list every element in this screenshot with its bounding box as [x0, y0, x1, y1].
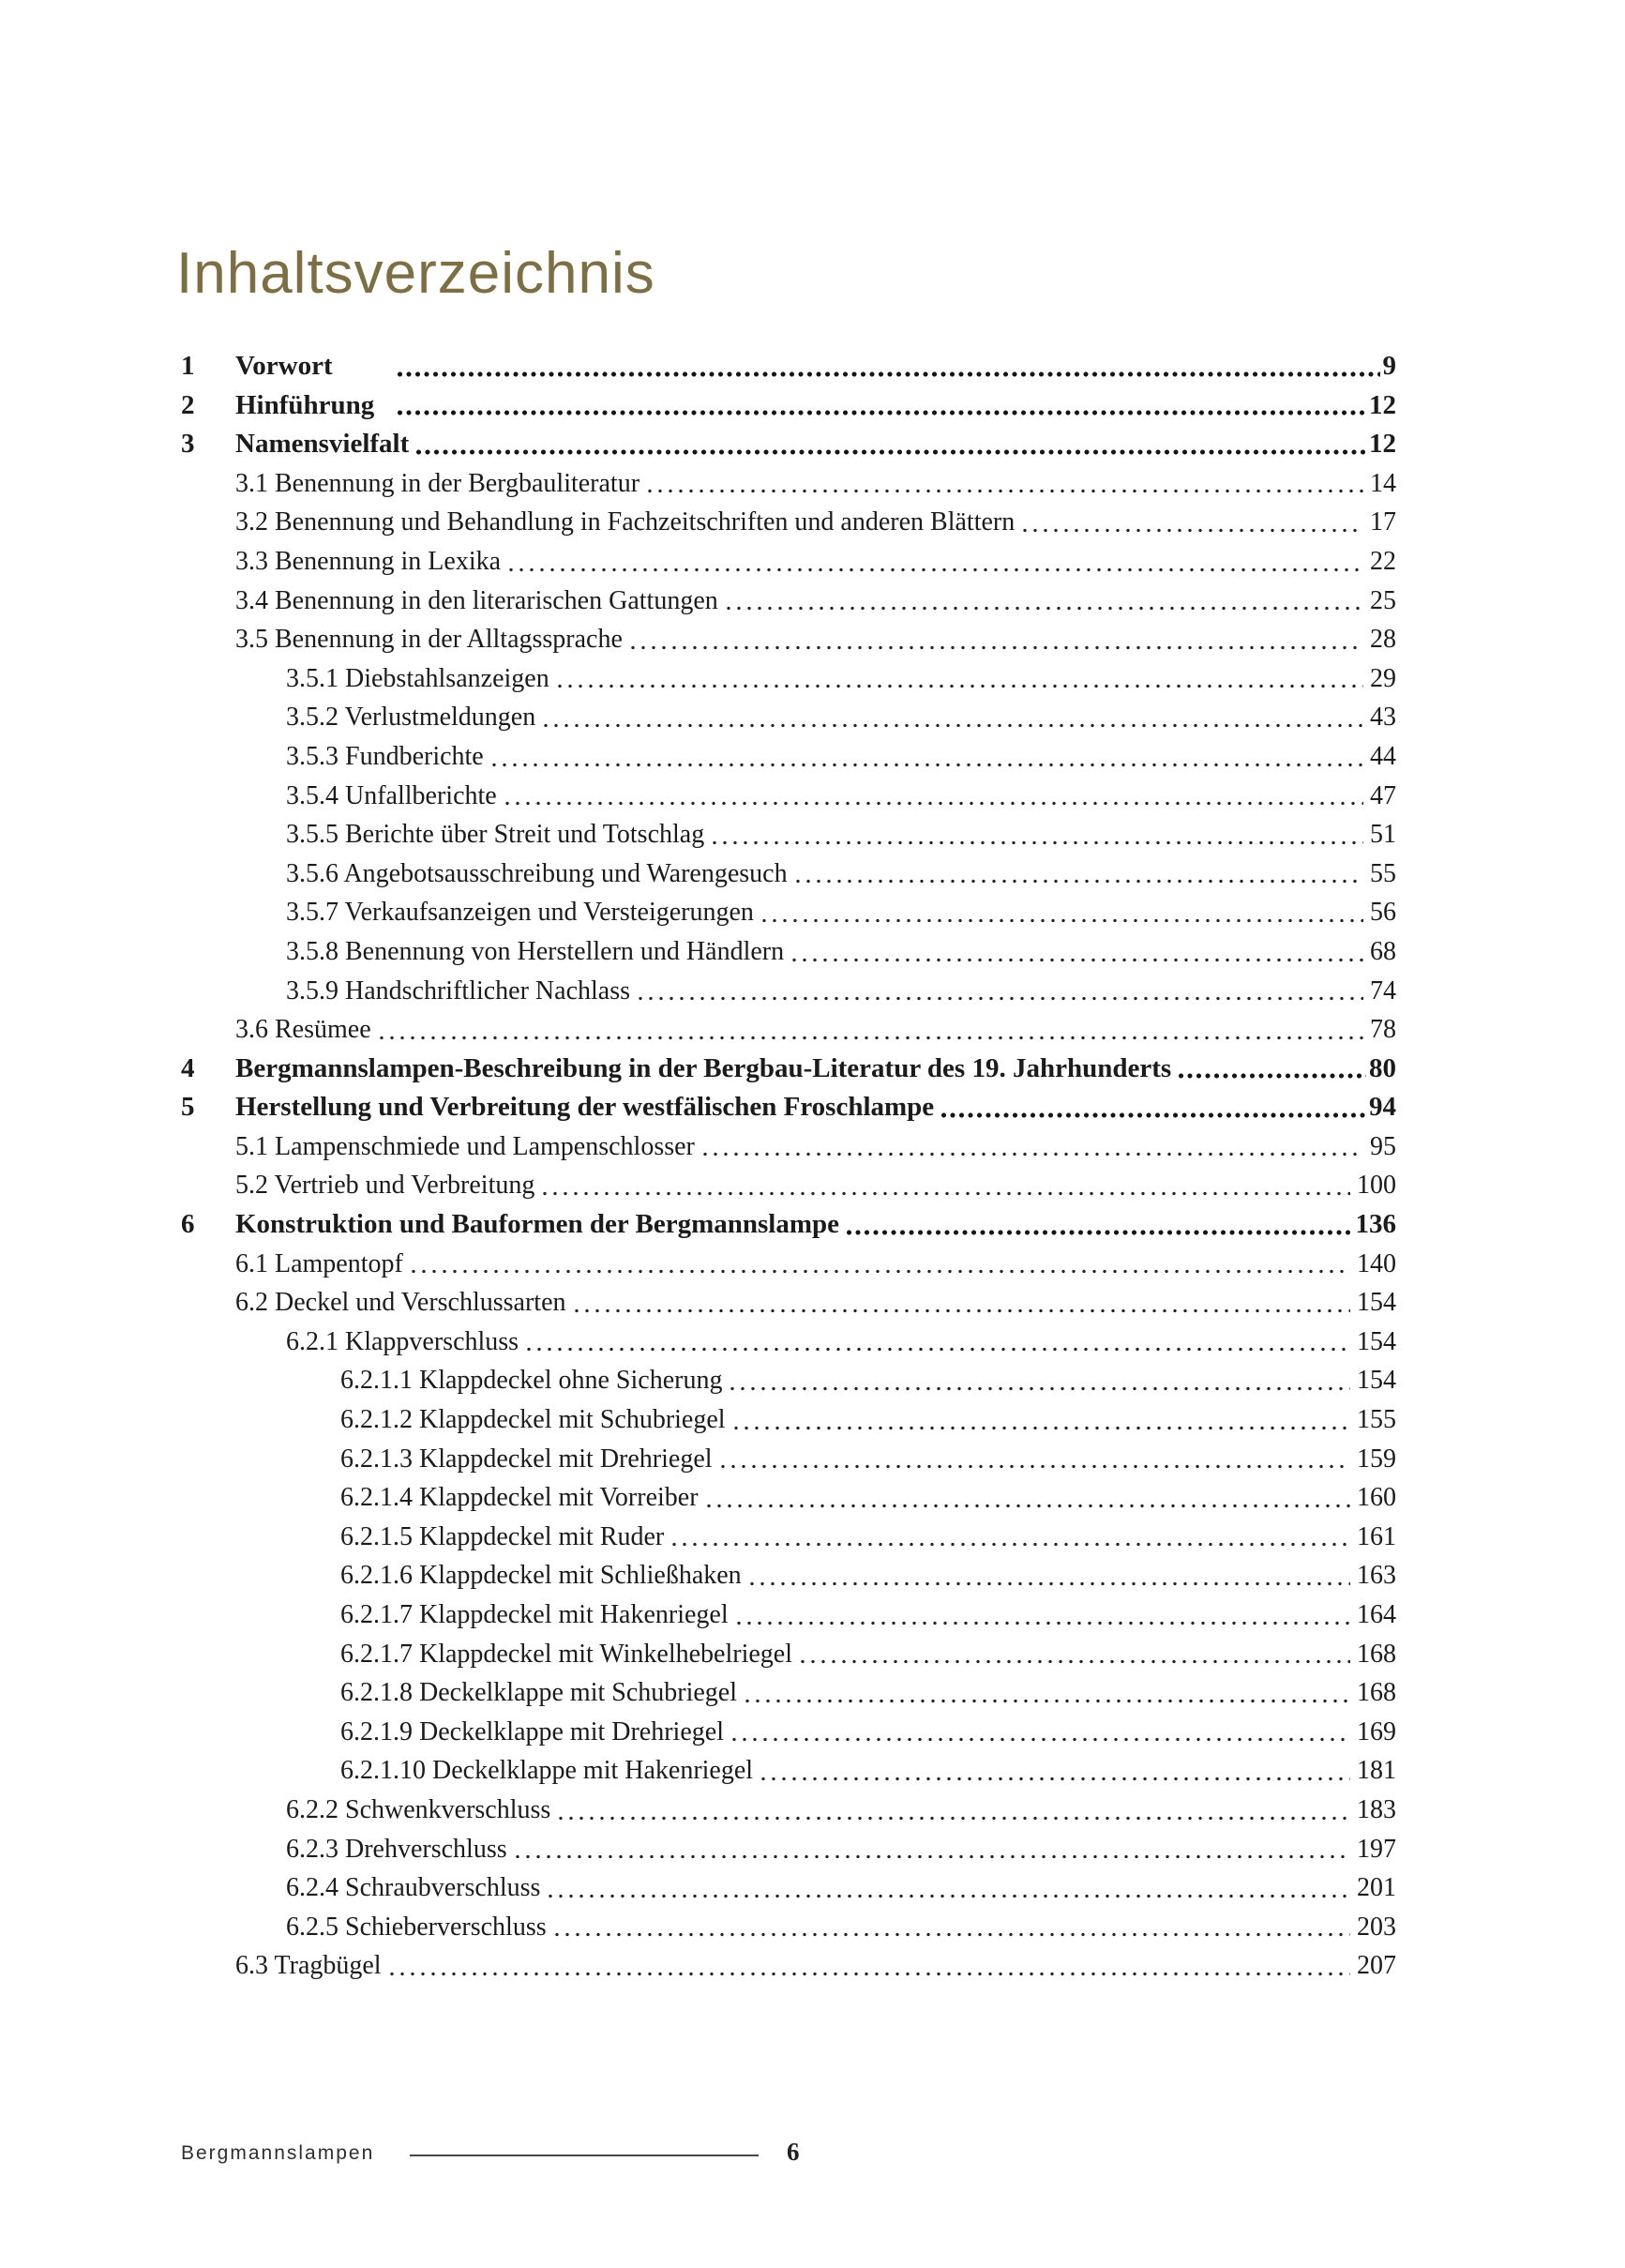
- toc-entry-title: 6.2.1.8 Deckelklappe mit Schubriegel: [340, 1678, 737, 1708]
- toc-entry-page: 169: [1357, 1716, 1396, 1746]
- toc-leader-dots: [382, 1946, 1357, 1986]
- toc-entry-title: 3.5.3 Fundberichte: [286, 741, 484, 771]
- toc-leader-dots: [547, 1908, 1357, 1947]
- footer-rule: [410, 2155, 759, 2156]
- toc-leader-dots: [664, 1518, 1357, 1557]
- toc-entry-title: 6.2.4 Schraubverschluss: [286, 1873, 541, 1903]
- toc-entry-title: 6.2.3 Drehverschluss: [286, 1834, 507, 1864]
- toc-leader-dots: [390, 347, 1383, 386]
- toc-entry-title: 3.5.9 Handschriftlicher Nachlass: [286, 975, 630, 1005]
- toc-entry-page: 17: [1370, 507, 1396, 537]
- toc-entry-title: 3.5.1 Diebstahlsanzeigen: [286, 663, 549, 693]
- toc-row: [181, 582, 1396, 621]
- toc-entry-title: 6.2.5 Schieberverschluss: [286, 1912, 547, 1942]
- toc-row: [181, 659, 1396, 699]
- toc-entry-page: 155: [1357, 1405, 1396, 1435]
- toc-entry-page: 47: [1370, 780, 1396, 810]
- toc-entry-page: 95: [1370, 1131, 1396, 1161]
- footer-page-number: 6: [787, 2138, 800, 2166]
- page-title: Inhaltsverzeichnis: [176, 241, 655, 306]
- toc-entry-page: 100: [1357, 1171, 1396, 1201]
- toc-entry-page: 56: [1370, 898, 1396, 928]
- toc-entry-title: Bergmannslampen-Beschreibung in der Bergbau-Literatur des 19. Jahrhunderts: [235, 1052, 1172, 1083]
- toc-entry-page: 94: [1369, 1092, 1396, 1123]
- toc-row: [181, 737, 1396, 777]
- toc-entry-page: 168: [1357, 1678, 1396, 1708]
- toc-entry-title: 6.2.1.6 Klappdeckel mit Schließhaken: [340, 1561, 742, 1591]
- toc-entry-page: 164: [1357, 1600, 1396, 1629]
- toc-row: [181, 1088, 1396, 1127]
- toc-leader-dots: [630, 972, 1370, 1011]
- toc-entry-title: 5.2 Vertrieb und Verbreitung: [235, 1171, 535, 1201]
- toc-row: [181, 503, 1396, 542]
- toc-leader-dots: [722, 1361, 1357, 1400]
- toc-leader-dots: [699, 1478, 1357, 1518]
- toc-entry-page: 78: [1370, 1015, 1396, 1045]
- toc-entry-page: 197: [1357, 1834, 1396, 1864]
- toc-row: [181, 932, 1396, 972]
- toc-row: [181, 1791, 1396, 1830]
- toc-leader-dots: [839, 1205, 1356, 1245]
- toc-entry-page: 28: [1370, 625, 1396, 655]
- toc-entry-title: 3.5.6 Angebotsausschreibung und Warengesuch: [286, 858, 788, 888]
- toc-entry-page: 183: [1357, 1794, 1396, 1824]
- toc-row: [181, 1205, 1396, 1245]
- toc-entry-page: 154: [1357, 1326, 1396, 1356]
- toc-row: [181, 425, 1396, 464]
- toc-leader-dots: [484, 737, 1370, 777]
- toc-entry-title: 3.5.4 Unfallberichte: [286, 780, 497, 810]
- toc-row: [181, 1908, 1396, 1947]
- toc-entry-page: 207: [1357, 1951, 1396, 1981]
- toc-row: [181, 1946, 1396, 1986]
- toc-row: [181, 1400, 1396, 1440]
- toc-entry-page: 203: [1357, 1912, 1396, 1942]
- toc-entry-title: 3.2 Benennung und Behandlung in Fachzeitschriften und anderen Blättern: [235, 507, 1016, 537]
- toc-entry-title: Vorwort: [235, 351, 333, 381]
- toc-entry-page: 29: [1370, 663, 1396, 693]
- toc-row: [181, 464, 1396, 504]
- toc-entry-page: 44: [1370, 741, 1396, 771]
- toc-entry-title: 6.2.1.10 Deckelklappe mit Hakenriegel: [340, 1756, 754, 1786]
- toc-entry-title: 3.5.7 Verkaufsanzeigen und Versteigerungen: [286, 898, 754, 928]
- toc-row: [181, 1440, 1396, 1479]
- toc-leader-dots: [695, 1127, 1370, 1167]
- toc-entry-title: 6.3 Tragbügel: [235, 1951, 382, 1981]
- toc-entry-page: 22: [1370, 546, 1396, 576]
- toc-entry-title: 6.2.1.3 Klappdeckel mit Drehriegel: [340, 1444, 713, 1474]
- toc-leader-dots: [934, 1088, 1369, 1127]
- toc-entry-page: 163: [1357, 1561, 1396, 1591]
- toc-leader-dots: [788, 854, 1370, 894]
- toc-row: [181, 1127, 1396, 1167]
- toc-entry-page: 12: [1369, 389, 1396, 420]
- toc-row: [181, 1245, 1396, 1284]
- toc-leader-dots: [390, 386, 1369, 426]
- toc-row: [181, 1868, 1396, 1908]
- toc-entry-title: 3.3 Benennung in Lexika: [235, 546, 502, 576]
- toc-leader-dots: [718, 582, 1370, 621]
- toc-row: [181, 1595, 1396, 1635]
- toc-entry-title: 3.5.2 Verlustmeldungen: [286, 703, 536, 733]
- toc-leader-dots: [549, 659, 1370, 699]
- toc-row: [181, 893, 1396, 932]
- toc-leader-dots: [519, 1323, 1357, 1362]
- toc-leader-dots: [497, 777, 1370, 816]
- toc-leader-dots: [1015, 503, 1370, 542]
- toc-row: [181, 347, 1396, 386]
- toc-entry-title: Herstellung und Verbreitung der westfälischen Froschlampe: [235, 1092, 935, 1123]
- toc-entry-title: 6.2.1.7 Klappdeckel mit Hakenriegel: [340, 1600, 729, 1629]
- toc-entry-title: 3.6 Resümee: [235, 1015, 371, 1045]
- toc-row: [181, 620, 1396, 659]
- toc-entry-number: 1: [181, 351, 195, 381]
- page-footer: [181, 2139, 1396, 2181]
- toc-leader-dots: [566, 1283, 1357, 1323]
- toc-leader-dots: [623, 620, 1370, 659]
- toc-row: [181, 1283, 1396, 1323]
- footer-book-title: Bergmannslampen: [181, 2142, 375, 2164]
- toc-entry-title: 3.5 Benennung in der Alltagssprache: [235, 625, 623, 655]
- toc-leader-dots: [371, 1010, 1370, 1050]
- toc-leader-dots: [784, 932, 1370, 972]
- toc-entry-page: 201: [1357, 1873, 1396, 1903]
- toc-row: [181, 1323, 1396, 1362]
- toc-leader-dots: [742, 1556, 1357, 1595]
- toc-entry-title: 6.1 Lampentopf: [235, 1248, 403, 1278]
- toc-entry-page: 159: [1357, 1444, 1396, 1474]
- toc-entry-page: 43: [1370, 703, 1396, 733]
- toc-leader-dots: [753, 1751, 1357, 1791]
- toc-entry-title: 6.2.1.9 Deckelklappe mit Drehriegel: [340, 1716, 724, 1746]
- toc-row: [181, 1518, 1396, 1557]
- toc-entry-title: 5.1 Lampenschmiede und Lampenschlosser: [235, 1131, 695, 1161]
- toc-row: [181, 1830, 1396, 1869]
- toc-leader-dots: [507, 1830, 1357, 1869]
- toc-entry-page: 68: [1370, 936, 1396, 966]
- toc-entry-title: 6.2.1.1 Klappdeckel ohne Sicherung: [340, 1366, 723, 1396]
- toc-leader-dots: [754, 893, 1370, 932]
- toc-row: [181, 542, 1396, 582]
- toc-entry-title: 6.2 Deckel und Verschlussarten: [235, 1288, 566, 1318]
- toc-entry-title: 6.2.2 Schwenkverschluss: [286, 1794, 551, 1824]
- toc-entry-title: 6.2.1 Klappverschluss: [286, 1326, 519, 1356]
- toc-entry-page: 154: [1357, 1288, 1396, 1318]
- toc-entry-number: 6: [181, 1209, 195, 1240]
- toc-entry-title: 3.5.5 Berichte über Streit und Totschlag: [286, 820, 705, 850]
- toc-entry-title: Namensvielfalt: [235, 429, 410, 460]
- toc-row: [181, 815, 1396, 854]
- toc-entry-page: 140: [1357, 1248, 1396, 1278]
- toc-row: [181, 1673, 1396, 1713]
- toc-row: [181, 1166, 1396, 1205]
- toc-leader-dots: [729, 1595, 1357, 1635]
- toc-entry-title: 3.4 Benennung in den literarischen Gattungen: [235, 585, 718, 615]
- toc-entry-title: 3.1 Benennung in der Bergbauliteratur: [235, 468, 640, 498]
- toc-leader-dots: [726, 1400, 1357, 1440]
- toc-row: [181, 854, 1396, 894]
- toc-entry-page: 80: [1369, 1052, 1396, 1083]
- toc-entry-page: 181: [1357, 1756, 1396, 1786]
- toc-row: [181, 1713, 1396, 1752]
- toc-entry-page: 25: [1370, 585, 1396, 615]
- toc-leader-dots: [409, 425, 1369, 464]
- toc-entry-number: 4: [181, 1052, 195, 1083]
- toc-row: [181, 777, 1396, 816]
- toc-entry-page: 168: [1357, 1639, 1396, 1669]
- toc-entry-page: 12: [1369, 429, 1396, 460]
- toc-row: [181, 1050, 1396, 1089]
- toc-row: [181, 1751, 1396, 1791]
- toc-entry-number: 5: [181, 1092, 195, 1123]
- toc-leader-dots: [792, 1635, 1357, 1674]
- toc-leader-dots: [501, 542, 1370, 582]
- toc-entry-page: 55: [1370, 858, 1396, 888]
- toc-leader-dots: [713, 1440, 1357, 1479]
- toc-entry-page: 136: [1355, 1209, 1396, 1240]
- toc-entry-page: 74: [1370, 975, 1396, 1005]
- toc-row: [181, 1635, 1396, 1674]
- toc-entry-page: 160: [1357, 1483, 1396, 1513]
- toc-entry-title: 6.2.1.4 Klappdeckel mit Vorreiber: [340, 1483, 699, 1513]
- toc-row: [181, 1478, 1396, 1518]
- toc-row: [181, 386, 1396, 426]
- toc-row: [181, 1361, 1396, 1400]
- toc-entry-title: 3.5.8 Benennung von Herstellern und Händlern: [286, 936, 785, 966]
- toc-leader-dots: [403, 1245, 1357, 1284]
- toc-row: [181, 972, 1396, 1011]
- toc-leader-dots: [550, 1791, 1357, 1830]
- toc-leader-dots: [534, 1166, 1357, 1205]
- toc-entry-number: 3: [181, 429, 195, 460]
- toc-entry-number: 2: [181, 389, 195, 420]
- toc-entry-title: 6.2.1.7 Klappdeckel mit Winkelhebelriegel: [340, 1639, 792, 1669]
- toc-entry-title: Konstruktion und Bauformen der Bergmannslampe: [235, 1209, 839, 1240]
- toc-row: [181, 1556, 1396, 1595]
- toc-leader-dots: [737, 1673, 1357, 1713]
- toc-leader-dots: [704, 815, 1370, 854]
- toc-entry-title: Hinführung: [235, 389, 375, 420]
- toc-entry-page: 14: [1370, 468, 1396, 498]
- toc-list: [181, 347, 1396, 1986]
- toc-entry-page: 161: [1357, 1521, 1396, 1551]
- toc-leader-dots: [1171, 1050, 1369, 1089]
- toc-entry-title: 6.2.1.5 Klappdeckel mit Ruder: [340, 1521, 665, 1551]
- toc-leader-dots: [639, 464, 1370, 504]
- toc-entry-title: 6.2.1.2 Klappdeckel mit Schubriegel: [340, 1405, 726, 1435]
- toc-leader-dots: [540, 1868, 1357, 1908]
- toc-leader-dots: [724, 1713, 1357, 1752]
- toc-entry-page: 9: [1382, 351, 1396, 381]
- toc-entry-page: 51: [1370, 820, 1396, 850]
- toc-row: [181, 1010, 1396, 1050]
- toc-entry-page: 154: [1357, 1366, 1396, 1396]
- toc-row: [181, 698, 1396, 737]
- toc-leader-dots: [535, 698, 1370, 737]
